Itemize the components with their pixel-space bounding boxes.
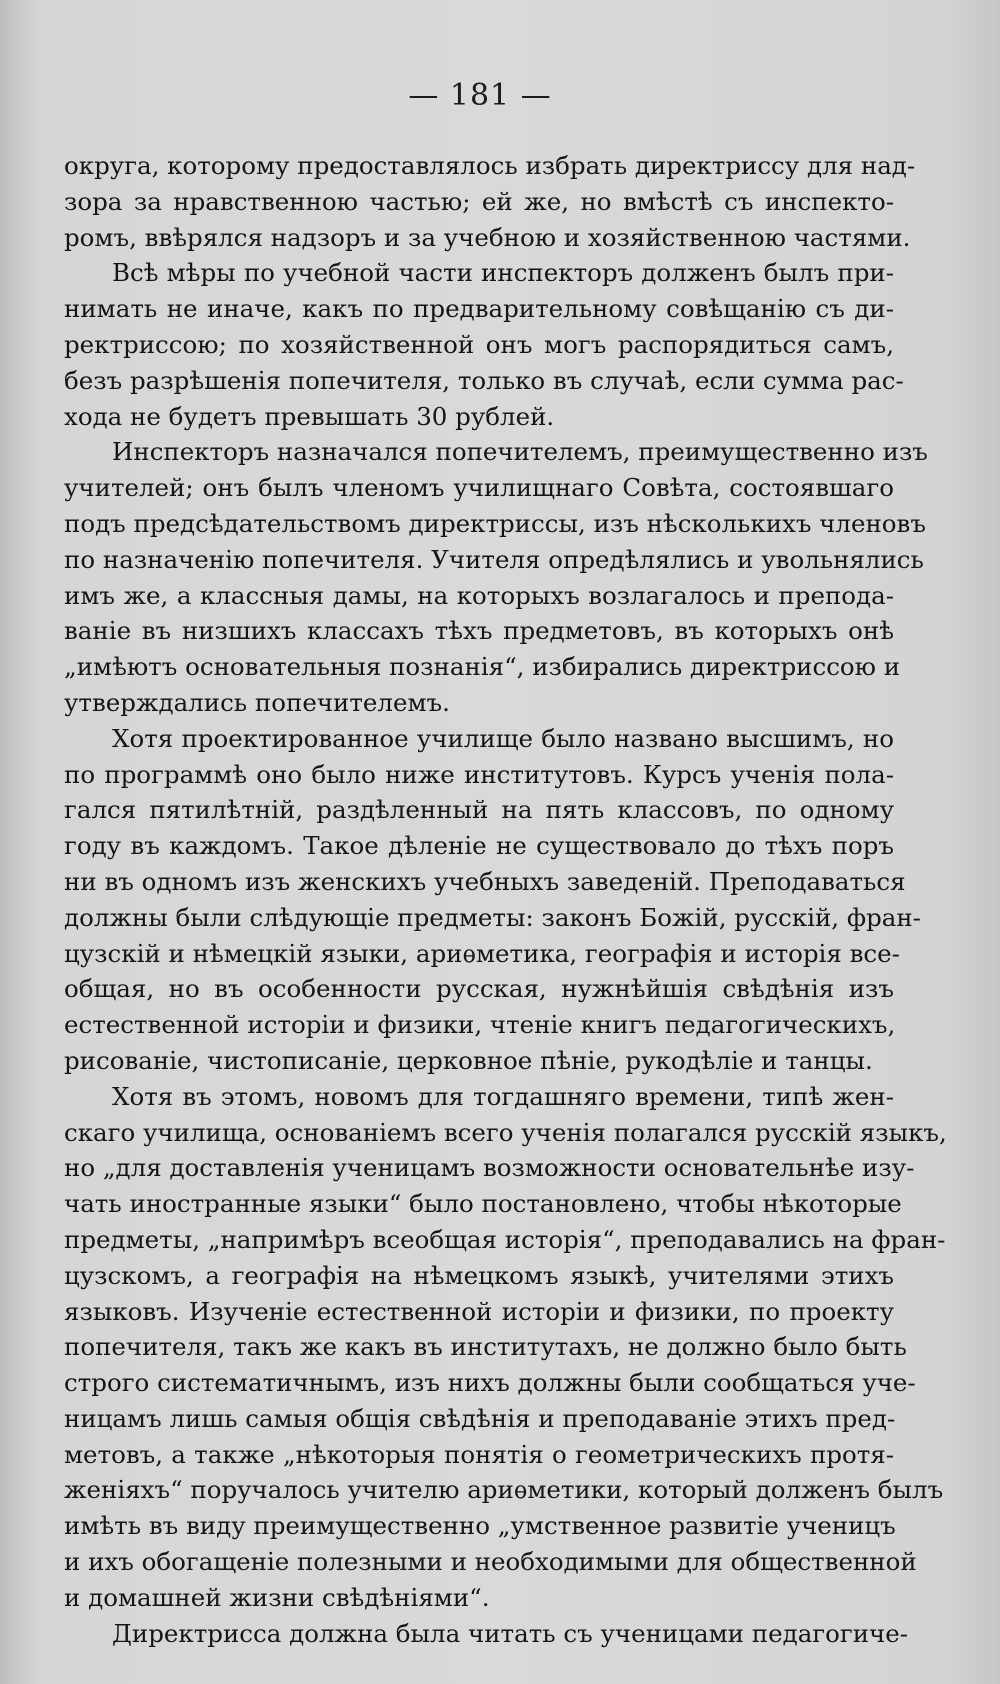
page-number: — 181 — — [408, 78, 552, 113]
text-line: общая, но въ особенности русская, нужнѣйшія свѣдѣнія изъ — [64, 974, 894, 1004]
text-line: „имѣютъ основательныя познанія“, избирались директриссою и — [64, 652, 901, 682]
text-line: рисованіе, чистописаніе, церковное пѣніе, рукодѣліе и танцы. — [64, 1045, 873, 1075]
text-line: Инспекторъ назначался попечителемъ, преимущественно изъ — [112, 437, 928, 467]
text-line: строго систематичнымъ, изъ нихъ должны были сообщаться уче- — [64, 1368, 916, 1398]
paragraph — [64, 148, 916, 255]
text-line: ни въ одномъ изъ женскихъ учебныхъ заведеній. Преподаваться — [64, 866, 906, 896]
text-line: Всѣ мѣры по учебной части инспекторъ долженъ былъ при- — [112, 258, 894, 288]
text-line: ректриссою; по хозяйственной онъ могъ распорядиться самъ, — [64, 329, 894, 359]
body-text — [64, 148, 947, 1651]
text-line: Хотя проектированное училище было названо высшимъ, но — [112, 723, 894, 753]
text-line: но „для доставленія ученицамъ возможности основательнѣе изу- — [64, 1153, 915, 1183]
text-line: языковъ. Изученіе естественной исторіи и физики, по проекту — [64, 1296, 894, 1326]
text-line: имѣть въ виду преимущественно „умственное развитіе ученицъ — [64, 1511, 896, 1541]
text-line: округа, которому предоставлялось избрать директриссу для над- — [64, 151, 916, 180]
text-line: безъ разрѣшенія попечителя, только въ случаѣ, если сумма рас- — [64, 365, 904, 395]
paragraph — [64, 434, 928, 720]
text-line: по программѣ оно было ниже институтовъ. Курсъ ученія пола- — [64, 759, 894, 789]
text-line: гался пятилѣтній, раздѣленный на пять классовъ, по одному — [64, 795, 894, 825]
paragraph — [64, 1079, 947, 1616]
text-line: и ихъ обогащеніе полезными и необходимыми для общественной — [64, 1547, 917, 1577]
text-line: нимать не иначе, какъ по предварительному совѣщанію съ ди- — [64, 294, 894, 324]
text-line: учителей; онъ былъ членомъ училищнаго Совѣта, состоявшаго — [64, 473, 894, 503]
text-line: хода не будетъ превышать 30 рублей. — [64, 401, 555, 431]
text-line: метовъ, а также „нѣкоторыя понятія о геометрическихъ протя- — [64, 1439, 894, 1469]
text-line: по назначенію попечителя. Учителя опредѣлялись и увольнялись — [64, 544, 924, 574]
text-line: Директрисса должна была читать съ ученицами педагогиче- — [112, 1618, 909, 1648]
text-line: скаго училища, основаніемъ всего ученія полагался русскій языкъ, — [64, 1117, 947, 1147]
text-line: попечителя, такъ же какъ въ институтахъ, не должно было быть — [64, 1332, 907, 1362]
text-line: цузскій и нѣмецкій языки, ариѳметика, географія и исторія все- — [64, 938, 900, 968]
text-line: имъ же, а классныя дамы, на которыхъ возлагалось и препода- — [64, 580, 894, 610]
text-line: и домашней жизни свѣдѣніями“. — [64, 1582, 490, 1612]
text-line: ромъ, ввѣрялся надзоръ и за учебною и хозяйственною частями. — [64, 222, 911, 252]
paragraph — [64, 721, 921, 1079]
text-line: Хотя въ этомъ, новомъ для тогдашняго времени, типѣ жен- — [112, 1081, 894, 1111]
paragraph — [64, 1616, 909, 1652]
text-line: предметы, „напримѣръ всеобщая исторія“, преподавались на фран- — [64, 1224, 946, 1254]
text-line: должны были слѣдующіе предметы: законъ Божій, русскій, фран- — [64, 902, 921, 932]
text-line: цузскомъ, а географія на нѣмецкомъ языкѣ, учителями этихъ — [64, 1260, 894, 1290]
text-line: подъ предсѣдательствомъ директриссы, изъ нѣсколькихъ членовъ — [64, 508, 926, 538]
text-line: ваніе въ низшихъ классахъ тѣхъ предметовъ, въ которыхъ онѣ — [64, 616, 894, 646]
text-line: утверждались попечителемъ. — [64, 687, 450, 717]
text-line: зора за нравственною частью; ей же, но вмѣстѣ съ инспекто- — [64, 186, 894, 216]
text-line: чать иностранные языки“ было постановлено, чтобы нѣкоторые — [64, 1189, 902, 1219]
text-line: естественной исторіи и физики, чтеніе книгъ педагогическихъ, — [64, 1010, 896, 1040]
text-line: женіяхъ“ поручалось учителю ариѳметики, который долженъ былъ — [64, 1475, 944, 1505]
text-line: году въ каждомъ. Такое дѣленіе не существовало до тѣхъ поръ — [64, 831, 894, 861]
paragraph — [64, 255, 904, 434]
text-line: ницамъ лишь самыя общія свѣдѣнія и преподаваніе этихъ пред- — [64, 1403, 896, 1433]
